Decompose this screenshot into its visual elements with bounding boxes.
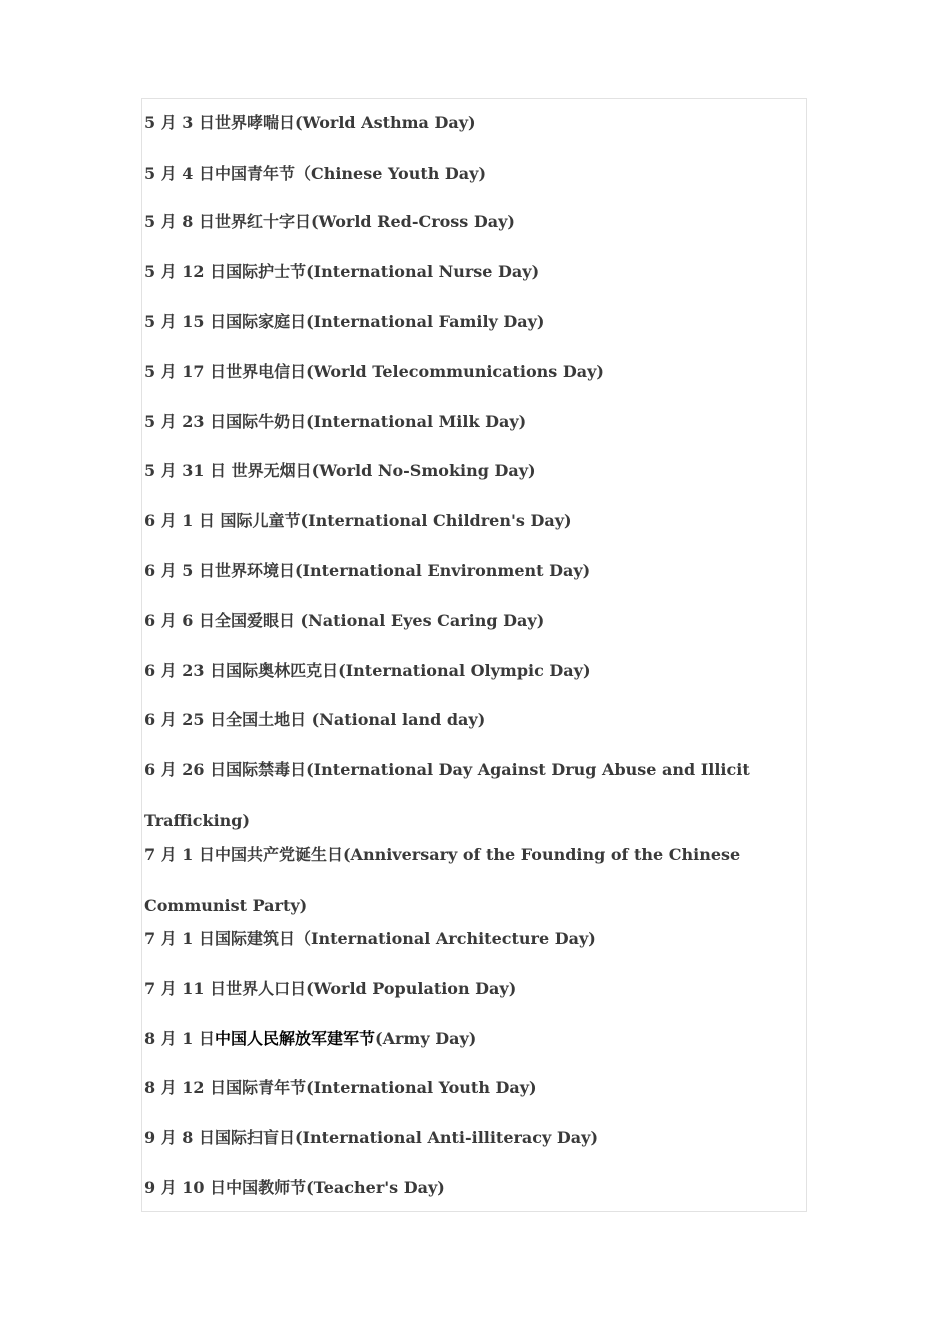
entry-international-olympic-day: 6 月 23 日国际奥林匹克日(International Olympic Day) [144,661,591,680]
entry-party-founding-line2: Communist Party) [144,896,308,915]
army-day-chinese-name: 中国人民解放军建军节 [214,1029,375,1048]
entry-anti-drug-day-line2: Trafficking) [144,811,251,830]
entry-international-environment-day: 6 月 5 日世界环境日(International Environment Day) [144,561,591,580]
entry-anti-drug-day-line1: 6 月 26 日国际禁毒日(International Day Against Drug Abuse and Illicit [144,760,750,779]
entry-world-asthma-day: 5 月 3 日世界哮喘日(World Asthma Day) [144,113,476,132]
entry-international-youth-day: 8 月 12 日国际青年节(International Youth Day) [144,1078,537,1097]
entry-international-milk-day: 5 月 23 日国际牛奶日(International Milk Day) [144,412,527,431]
entry-teachers-day: 9 月 10 日中国教师节(Teacher's Day) [144,1178,445,1197]
army-day-english-name: (Army Day) [375,1029,477,1048]
army-day-date: 8 月 1 日 [144,1029,215,1048]
entry-army-day [144,1029,476,1049]
entry-international-family-day: 5 月 15 日国际家庭日(International Family Day) [144,312,545,331]
entry-international-architecture-day: 7 月 1 日国际建筑日（International Architecture Day) [144,929,596,948]
entry-party-founding-line1: 7 月 1 日中国共产党诞生日(Anniversary of the Founding of the Chinese [144,845,741,864]
entry-national-eyes-caring-day: 6 月 6 日全国爱眼日 (National Eyes Caring Day) [144,611,545,630]
entry-international-nurse-day: 5 月 12 日国际护士节(International Nurse Day) [144,262,540,281]
entry-world-telecommunications-day: 5 月 17 日世界电信日(World Telecommunications Day) [144,362,604,381]
entry-world-no-smoking-day: 5 月 31 日 世界无烟日(World No-Smoking Day) [144,461,536,480]
entry-anti-illiteracy-day: 9 月 8 日国际扫盲日(International Anti-illiteracy Day) [144,1128,599,1147]
entry-world-population-day: 7 月 11 日世界人口日(World Population Day) [144,979,517,998]
entry-world-red-cross-day: 5 月 8 日世界红十字日(World Red-Cross Day) [144,212,515,231]
entry-international-childrens-day: 6 月 1 日 国际儿童节(International Children's Day) [144,511,572,530]
entry-national-land-day: 6 月 25 日全国土地日 (National land day) [144,710,486,729]
entry-chinese-youth-day: 5 月 4 日中国青年节（Chinese Youth Day) [144,164,487,183]
